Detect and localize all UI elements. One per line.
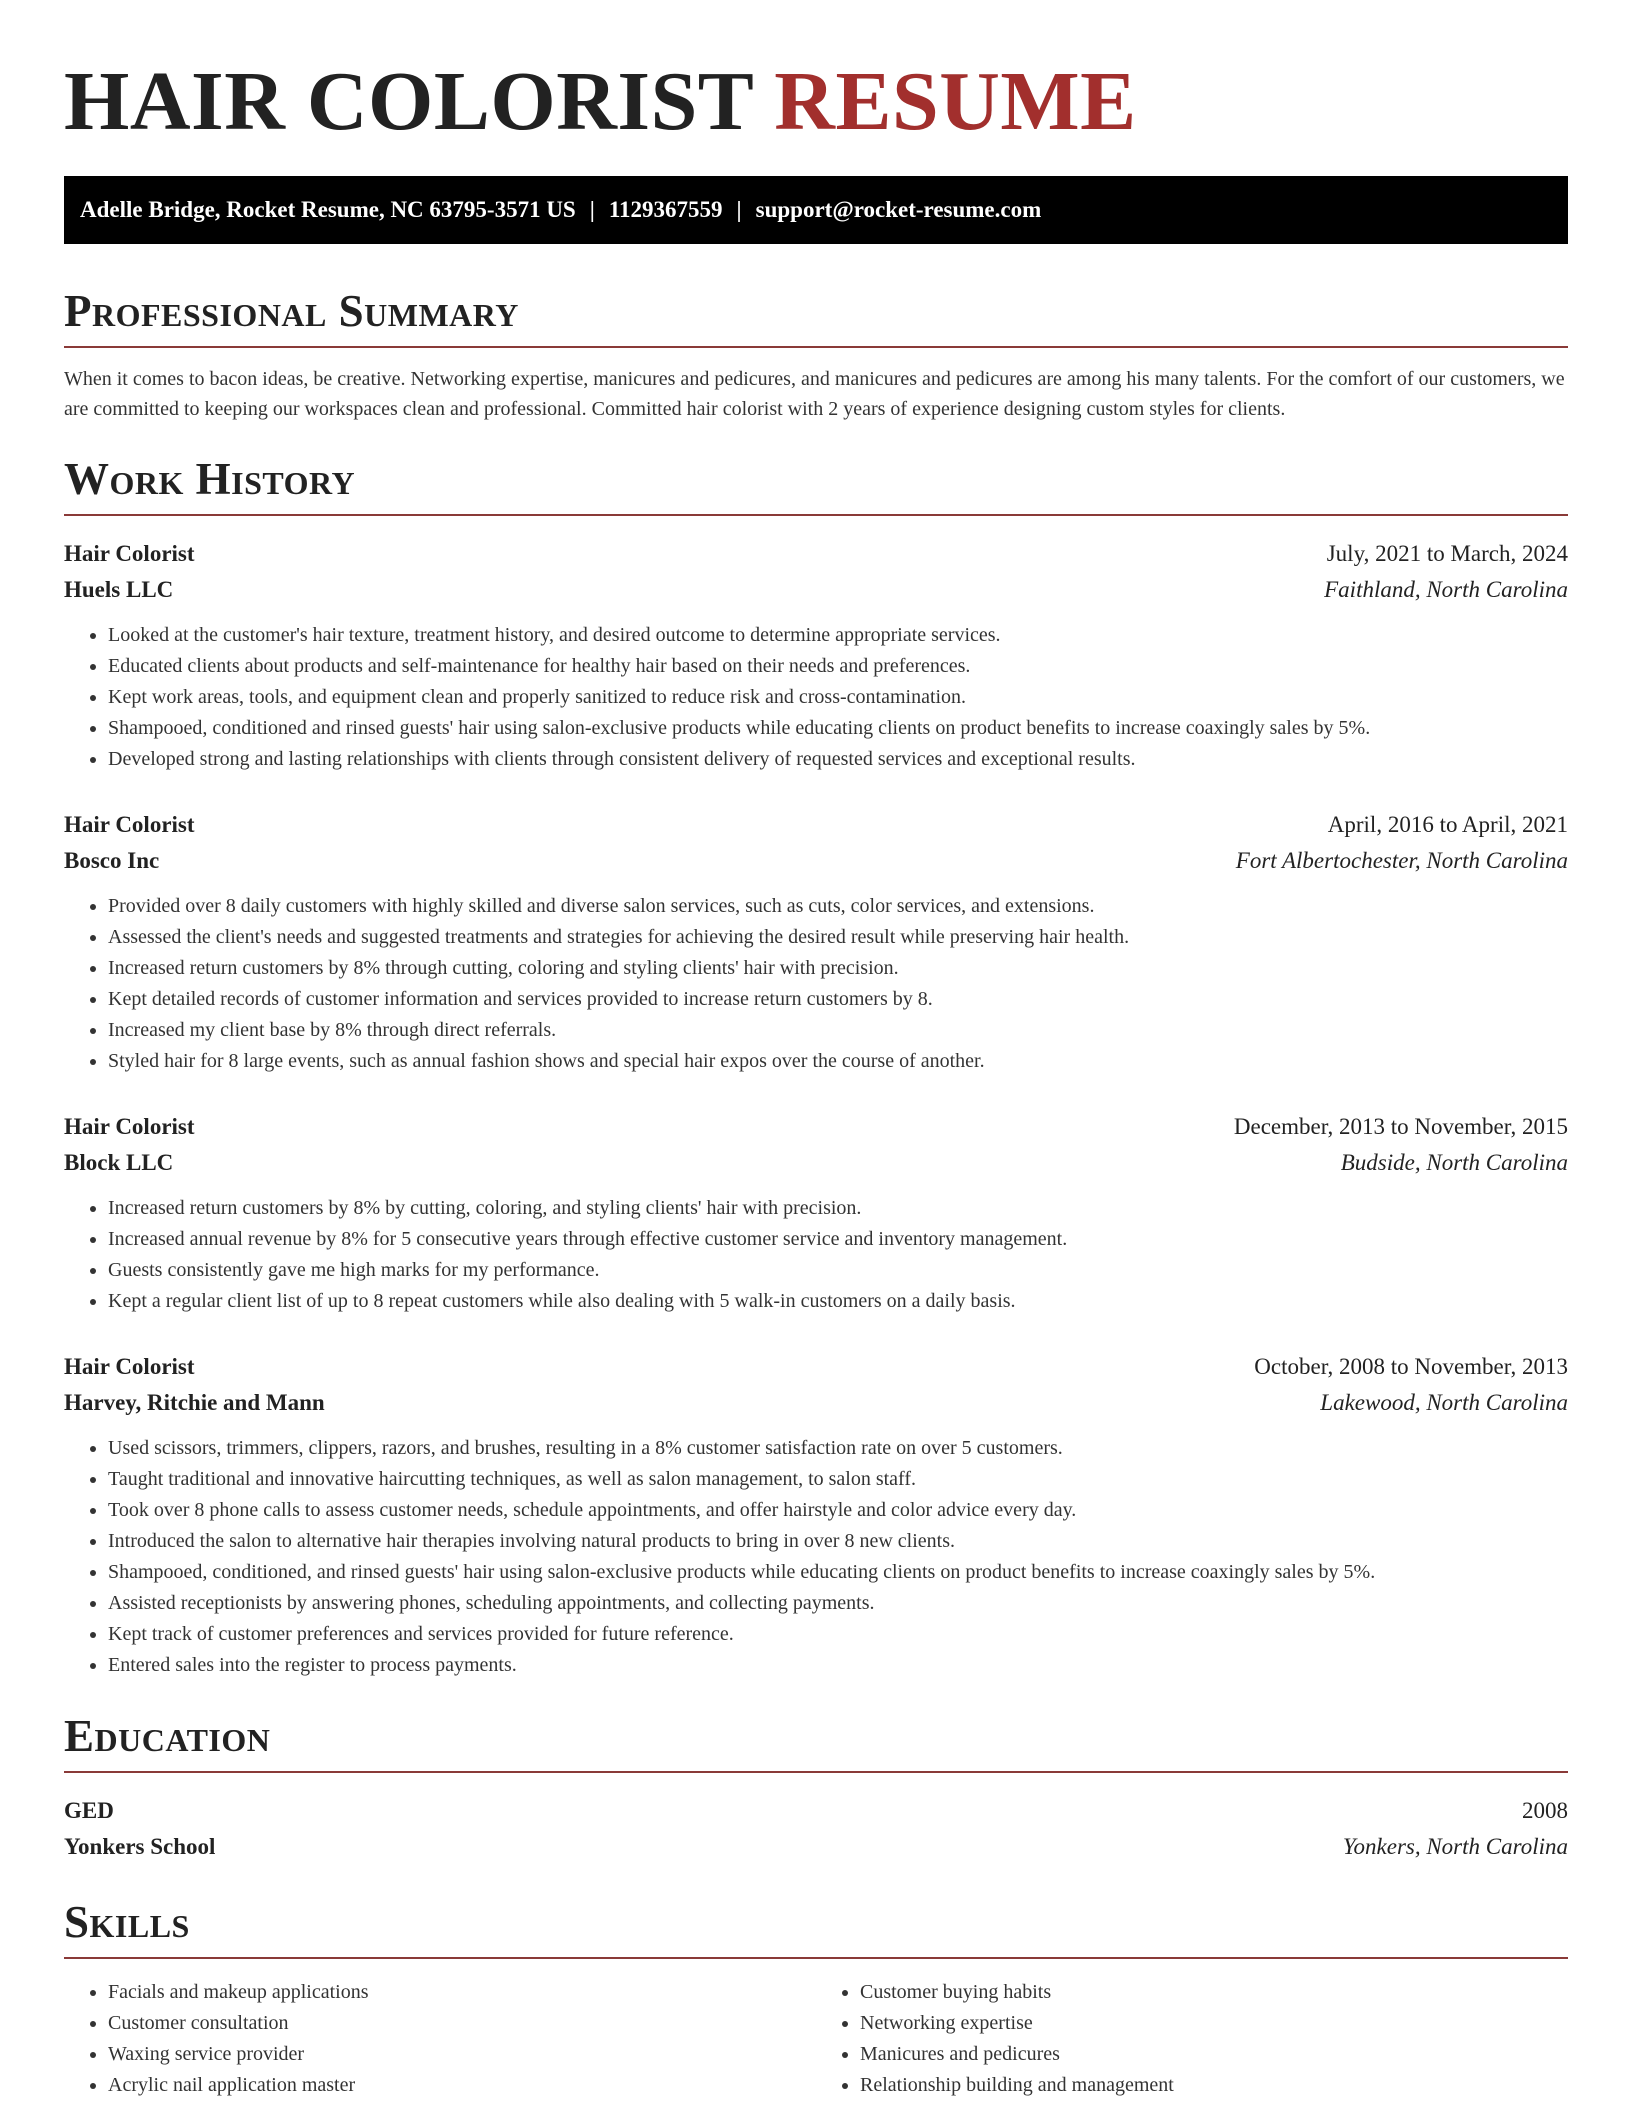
education-entry (64, 1793, 1568, 1865)
section-heading: Work History (64, 454, 356, 504)
skills-list-left (64, 1977, 816, 2101)
job-bullet: • Kept work areas, tools, and equipment clean and properly sanitized to reduce risk and cross-contamination. (108, 682, 1568, 713)
skill-item: • Manicures and pedicures (860, 2039, 1568, 2070)
section-heading: Education (64, 1711, 271, 1761)
job-location: Budside, North Carolina (1340, 1150, 1568, 1175)
job-entry (64, 807, 1568, 1077)
contact-bar (64, 176, 1568, 244)
job-dates: July, 2021 to March, 2024 (1326, 541, 1568, 566)
skills-grid (64, 1977, 1568, 2101)
job-bullet: • Kept detailed records of customer information and services provided to increase return customers by 8. (108, 984, 1568, 1015)
job-bullet: • Shampooed, conditioned and rinsed guests' hair using salon-exclusive products while educating clients on product benefits to increase coaxingly sales by 5%. (108, 713, 1568, 744)
job-bullet: • Increased return customers by 8% through cutting, coloring and styling clients' hair with precision. (108, 953, 1568, 984)
job-header-row (64, 807, 1568, 843)
skill-item: • Relationship building and management (860, 2070, 1568, 2101)
job-bullet: • Took over 8 phone calls to assess customer needs, schedule appointments, and offer hairstyle and color advice every day. (108, 1495, 1568, 1526)
job-bullet: • Entered sales into the register to process payments. (108, 1650, 1568, 1681)
job-title: Hair Colorist (64, 1354, 195, 1379)
education-year: 2008 (1522, 1798, 1568, 1823)
job-bullet: • Provided over 8 daily customers with highly skilled and diverse salon services, such as cuts, color services, and extensions. (108, 891, 1568, 922)
job-company-row (64, 843, 1568, 879)
job-company: Bosco Inc (64, 848, 160, 873)
skills-list-right (816, 1977, 1568, 2101)
skills-section (64, 1895, 1568, 2101)
job-title: Hair Colorist (64, 1114, 195, 1139)
education-location: Yonkers, North Carolina (1342, 1834, 1568, 1859)
skill-item: • Waxing service provider (108, 2039, 816, 2070)
job-location: Faithland, North Carolina (1324, 577, 1568, 602)
job-bullet: • Increased return customers by 8% by cutting, coloring, and styling clients' hair with precision. (108, 1193, 1568, 1224)
job-company-row (64, 1385, 1568, 1421)
job-bullet: • Taught traditional and innovative haircutting techniques, as well as salon management, to salon staff. (108, 1464, 1568, 1495)
job-company-row (64, 572, 1568, 608)
job-bullet-list (64, 891, 1568, 1077)
job-company: Block LLC (64, 1150, 174, 1175)
job-dates: December, 2013 to November, 2015 (1233, 1114, 1568, 1139)
section-divider (64, 1771, 1568, 1773)
job-bullet-list (64, 1193, 1568, 1317)
skill-item: • Networking expertise (860, 2008, 1568, 2039)
job-title: Hair Colorist (64, 812, 195, 837)
job-location: Lakewood, North Carolina (1320, 1390, 1568, 1415)
job-entry (64, 536, 1568, 775)
education-school: Yonkers School (64, 1834, 216, 1859)
section-divider (64, 346, 1568, 348)
job-bullet: • Used scissors, trimmers, clippers, razors, and brushes, resulting in a 8% customer satisfaction rate on over 5 customers. (108, 1433, 1568, 1464)
work-history-section (64, 452, 1568, 1681)
section-heading: Professional Summary (64, 286, 519, 336)
job-bullet: • Looked at the customer's hair texture, treatment history, and desired outcome to determine appropriate services. (108, 620, 1568, 651)
job-bullet: • Guests consistently gave me high marks for my performance. (108, 1255, 1568, 1286)
education-section (64, 1709, 1568, 1865)
contact-address: Adelle Bridge, Rocket Resume, NC 63795-3571 US (80, 197, 576, 222)
title-accent: RESUME (774, 55, 1137, 148)
job-bullet: • Increased annual revenue by 8% for 5 consecutive years through effective customer service and inventory management. (108, 1224, 1568, 1255)
contact-phone: 1129367559 (608, 197, 723, 222)
education-degree: GED (64, 1798, 114, 1823)
job-header-row (64, 1349, 1568, 1385)
job-bullet-list (64, 620, 1568, 775)
skill-item: • Customer consultation (108, 2008, 816, 2039)
contact-email[interactable]: support@rocket-resume.com (755, 197, 1042, 222)
job-bullet: • Educated clients about products and self-maintenance for healthy hair based on their needs and preferences. (108, 651, 1568, 682)
contact-separator: | (589, 197, 595, 222)
job-bullet: • Kept track of customer preferences and services provided for future reference. (108, 1619, 1568, 1650)
job-title: Hair Colorist (64, 541, 195, 566)
job-bullet: • Assessed the client's needs and suggested treatments and strategies for achieving the desired result while preserving hair health. (108, 922, 1568, 953)
job-bullet-list (64, 1433, 1568, 1681)
job-entry (64, 1109, 1568, 1317)
job-bullet: • Styled hair for 8 large events, such as annual fashion shows and special hair expos over the course of another. (108, 1046, 1568, 1077)
skill-item: • Acrylic nail application master (108, 2070, 816, 2101)
title-main: HAIR COLORIST (64, 55, 753, 148)
job-bullet: • Shampooed, conditioned, and rinsed guests' hair using salon-exclusive products while educating clients on product benefits to increase coaxingly sales by 5%. (108, 1557, 1568, 1588)
resume-title (64, 52, 1568, 152)
job-bullet: • Developed strong and lasting relationships with clients through consistent delivery of requested services and exceptional results. (108, 744, 1568, 775)
job-bullet: • Assisted receptionists by answering phones, scheduling appointments, and collecting payments. (108, 1588, 1568, 1619)
job-entry (64, 1349, 1568, 1681)
job-bullet: • Kept a regular client list of up to 8 repeat customers while also dealing with 5 walk-in customers on a daily basis. (108, 1286, 1568, 1317)
job-header-row (64, 536, 1568, 572)
job-company: Harvey, Ritchie and Mann (64, 1390, 325, 1415)
contact-separator: | (736, 197, 742, 222)
section-heading: Skills (64, 1897, 190, 1947)
skill-item: • Facials and makeup applications (108, 1977, 816, 2008)
job-bullet: • Increased my client base by 8% through direct referrals. (108, 1015, 1568, 1046)
section-divider (64, 514, 1568, 516)
education-degree-row (64, 1793, 1568, 1829)
job-bullet: • Introduced the salon to alternative hair therapies involving natural products to bring in over 8 new clients. (108, 1526, 1568, 1557)
job-dates: October, 2008 to November, 2013 (1254, 1354, 1568, 1379)
education-school-row (64, 1829, 1568, 1865)
job-location: Fort Albertochester, North Carolina (1235, 848, 1568, 873)
job-company: Huels LLC (64, 577, 174, 602)
job-header-row (64, 1109, 1568, 1145)
job-dates: April, 2016 to April, 2021 (1327, 812, 1568, 837)
skill-item: • Customer buying habits (860, 1977, 1568, 2008)
summary-section (64, 284, 1568, 424)
job-company-row (64, 1145, 1568, 1181)
section-divider (64, 1957, 1568, 1959)
summary-text: When it comes to bacon ideas, be creative. Networking expertise, manicures and pedicures, and manicures and pedicures are among his many talents. For the comfort of our customers, we are committed to keeping our workspaces clean and professional. Committed hair colorist with 2 years of experience designing custom styles for clients. (64, 368, 1565, 420)
